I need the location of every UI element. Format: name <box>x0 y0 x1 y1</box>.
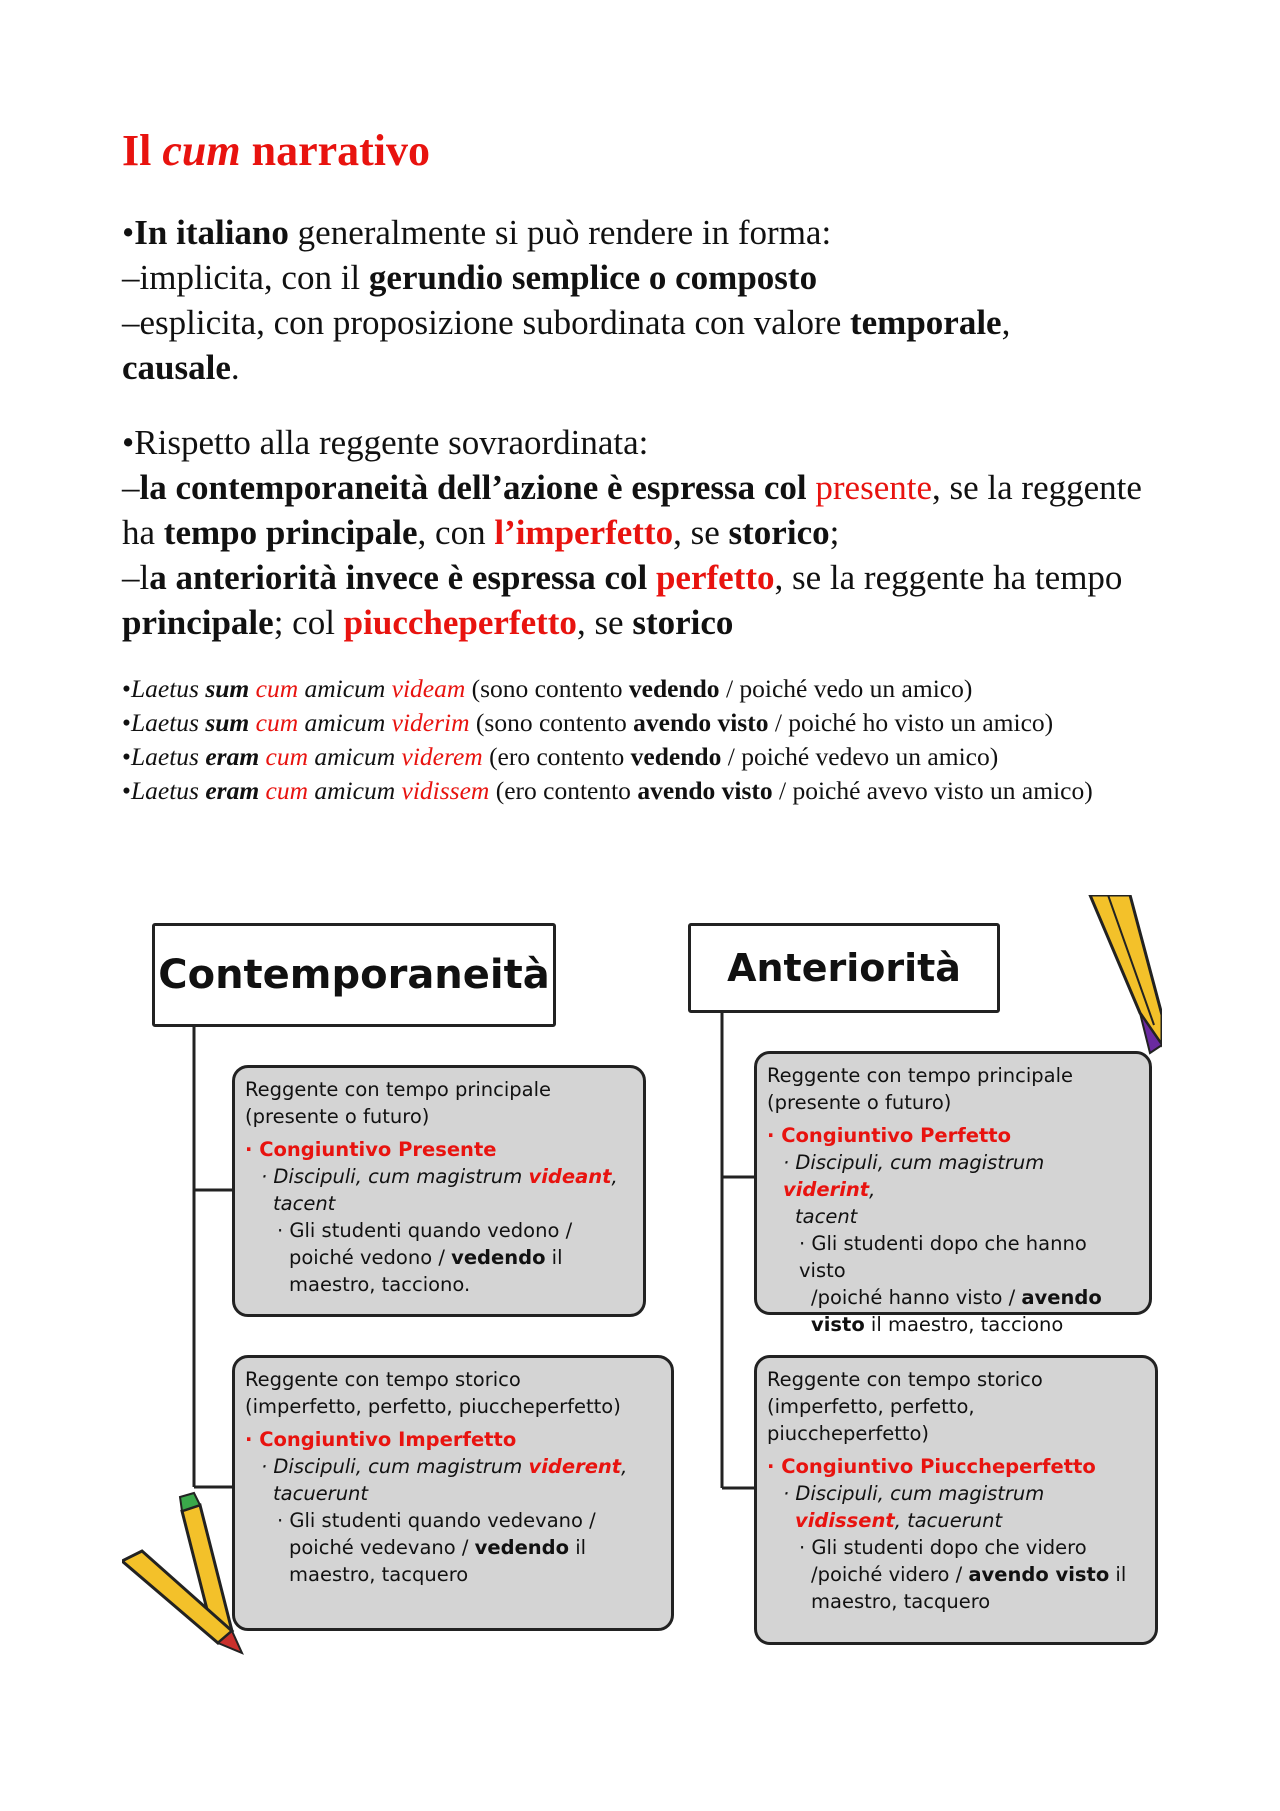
header-anteriorita: Anteriorità <box>688 923 1000 1013</box>
example-3: •Laetus eram cum amicum viderem (ero contento vedendo / poiché vedevo un amico) <box>122 742 999 771</box>
example-4: •Laetus eram cum amicum vidissem (ero contento avendo visto / poiché avevo visto un amico) <box>122 776 1093 805</box>
box-contemporanea-principale: Reggente con tempo principale (presente o futuro) · Congiuntivo Presente · Discipuli, cum magistrum videant, tacent · Gli studenti quando vedono / poiché vedono / vedendo il maestro, tacciono. <box>232 1065 646 1317</box>
line-1: •Rispetto alla reggente sovraordinata: <box>122 423 649 462</box>
title-text: Il <box>122 126 163 175</box>
header-contemporaneita: Contemporaneità <box>152 923 556 1027</box>
example-1: •Laetus sum cum amicum videam (sono contento vedendo / poiché vedo un amico) <box>122 674 973 703</box>
line-3: –esplicita, con proposizione subordinata con valore temporale, causale. <box>122 303 1011 387</box>
examples-list <box>122 672 1162 808</box>
line-2: –implicita, con il gerundio semplice o composto <box>122 258 818 297</box>
paragraph-relation-reggente <box>122 420 1162 645</box>
box-anteriore-principale: Reggente con tempo principale (presente o futuro) · Congiuntivo Perfetto · Discipuli, cum magistrum viderint, tacent · Gli studenti dopo che hanno visto /poiché hanno visto / avendo visto il maestro, tacciono <box>754 1051 1152 1315</box>
title-italic: cum <box>162 126 241 175</box>
line-1: •In italiano generalmente si può rendere in forma: <box>122 213 832 252</box>
paragraph-italian-translation <box>122 210 1162 390</box>
tense-diagram <box>122 895 1162 1655</box>
title-text-end: narrativo <box>240 126 430 175</box>
box-anteriore-storico: Reggente con tempo storico (imperfetto, perfetto, piuccheperfetto) · Congiuntivo Piuccheperfetto · Discipuli, cum magistrum vidissent, tacuerunt · Gli studenti dopo che videro /poiché videro / avendo visto il maestro, tacquero <box>754 1355 1158 1645</box>
line-2: –la contemporaneità dell’azione è espressa col presente, se la reggente ha tempo principale, con l’imperfetto, se storico; <box>122 468 1142 552</box>
pencil-icon <box>1070 895 1162 1055</box>
pencils-icon <box>122 1491 254 1655</box>
page-title <box>122 125 430 176</box>
box-contemporanea-storico: Reggente con tempo storico (imperfetto, perfetto, piuccheperfetto) · Congiuntivo Imperfetto · Discipuli, cum magistrum viderent, tacuerunt · Gli studenti quando vedevano / poiché vedevano / vedendo il maestro, tacquero <box>232 1355 674 1631</box>
line-3: –la anteriorità invece è espressa col perfetto, se la reggente ha tempo principale; col piuccheperfetto, se storico <box>122 558 1123 642</box>
example-2: •Laetus sum cum amicum viderim (sono contento avendo visto / poiché ho visto un amico) <box>122 708 1054 737</box>
